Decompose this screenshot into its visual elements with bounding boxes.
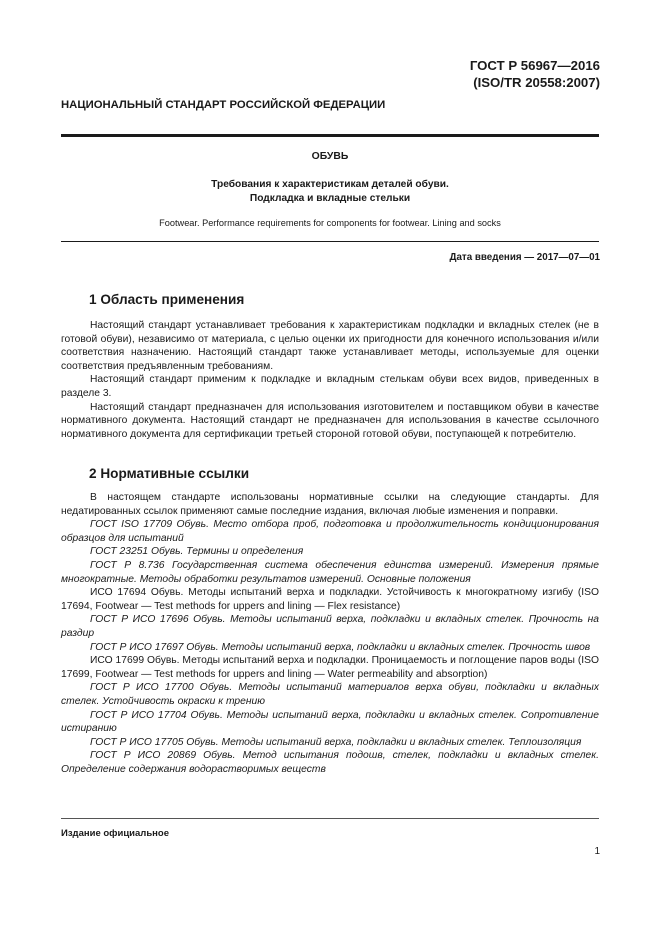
section-2-body: [61, 491, 599, 776]
document-title: ОБУВЬ: [311, 151, 349, 162]
reference-item: ГОСТ Р ИСО 17704 Обувь. Методы испытаний верха, подкладки и вкладных стелек. Сопротивление истиранию: [61, 709, 599, 735]
paragraph: Настоящий стандарт предназначен для использования изготовителем и поставщиком обуви в качестве нормативного документа. Настоящий стандарт не предназначен для использования в качестве ссылочного нормативного документа для сертификации третьей стороной готовой обуви, поступающей к потребителю.: [61, 401, 599, 440]
paragraph: Настоящий стандарт применим к подкладке и вкладным стелькам обуви всех видов, приведенных в разделе 3.: [61, 374, 599, 399]
official-edition-label: Издание официальное: [61, 828, 169, 839]
section-2-heading: 2 Нормативные ссылки: [89, 466, 250, 481]
section-1-heading: 1 Область применения: [89, 292, 245, 307]
introduction-date: Дата введения — 2017—07—01: [449, 252, 600, 263]
document-subtitle: [61, 178, 599, 206]
header-divider: [61, 134, 599, 137]
reference-item: ГОСТ Р ИСО 17696 Обувь. Методы испытаний верха, подкладки и вкладных стелек. Прочность на раздир: [61, 614, 599, 639]
english-title: Footwear. Performance requirements for components for footwear. Lining and socks: [159, 218, 501, 228]
section-1-body: [61, 319, 599, 441]
reference-list: [61, 518, 599, 776]
reference-item: ГОСТ ISO 17709 Обувь. Место отбора проб, подготовка и продолжительность кондиционирования образцов для испытаний: [61, 519, 599, 544]
footer-divider: [61, 818, 599, 819]
title-divider: [61, 241, 599, 242]
national-standard-banner: НАЦИОНАЛЬНЫЙ СТАНДАРТ РОССИЙСКОЙ ФЕДЕРАЦИИ: [61, 99, 386, 111]
paragraph: В настоящем стандарте использованы нормативные ссылки на следующие стандарты. Для недатированных ссылок применяют самые последние издания, включая любые изменения и поправки.: [61, 492, 599, 517]
reference-item: ГОСТ Р ИСО 17697 Обувь. Методы испытаний верха, подкладки и вкладных стелек. Прочность швов: [90, 641, 591, 653]
reference-item: ГОСТ Р ИСО 17700 Обувь. Методы испытаний материалов верха обуви, подкладки и вкладных стелек. Устойчивость окраски к трению: [61, 682, 599, 707]
reference-item: ИСО 17694 Обувь. Методы испытаний верха и подкладки. Устойчивость к многократному изгибу (ISO 17694, Footwear — Test methods for uppers and lining — Flex resistance): [61, 587, 599, 612]
reference-item: ИСО 17699 Обувь. Методы испытаний верха и подкладки. Проницаемость и поглощение паров воды (ISO 17699, Footwear — Test methods for uppers and lining — Water permeability and absorption): [61, 655, 599, 680]
iso-code: (ISO/TR 20558:2007): [473, 75, 600, 90]
paragraph: Настоящий стандарт устанавливает требования к характеристикам подкладки и вкладных стелек (не в готовой обуви), независимо от материала, с целью оценки их пригодности для конечного использования и/или соответствия назначению. Настоящий стандарт также устанавливает методы, используемые для оценки соответствия предъявленным требованиям.: [61, 320, 599, 372]
subtitle-line-1: Требования к характеристикам деталей обуви.: [211, 179, 449, 190]
standard-code: ГОСТ Р 56967—2016: [469, 58, 600, 73]
page-number: 1: [594, 846, 600, 857]
reference-item: ГОСТ Р ИСО 17705 Обувь. Методы испытаний верха, подкладки и вкладных стелек. Теплоизоляция: [90, 736, 582, 748]
subtitle-line-2: Подкладка и вкладные стельки: [249, 193, 411, 204]
reference-item: ГОСТ Р ИСО 20869 Обувь. Метод испытания подошв, стелек, подкладки и вкладных стелек. Определение содержания водорастворимых веществ: [61, 750, 599, 775]
reference-item: ГОСТ 23251 Обувь. Термины и определения: [90, 546, 304, 558]
reference-item: ГОСТ Р 8.736 Государственная система обеспечения единства измерений. Измерения прямые многократные. Методы обработки результатов измерений. Основные положения: [61, 559, 599, 585]
